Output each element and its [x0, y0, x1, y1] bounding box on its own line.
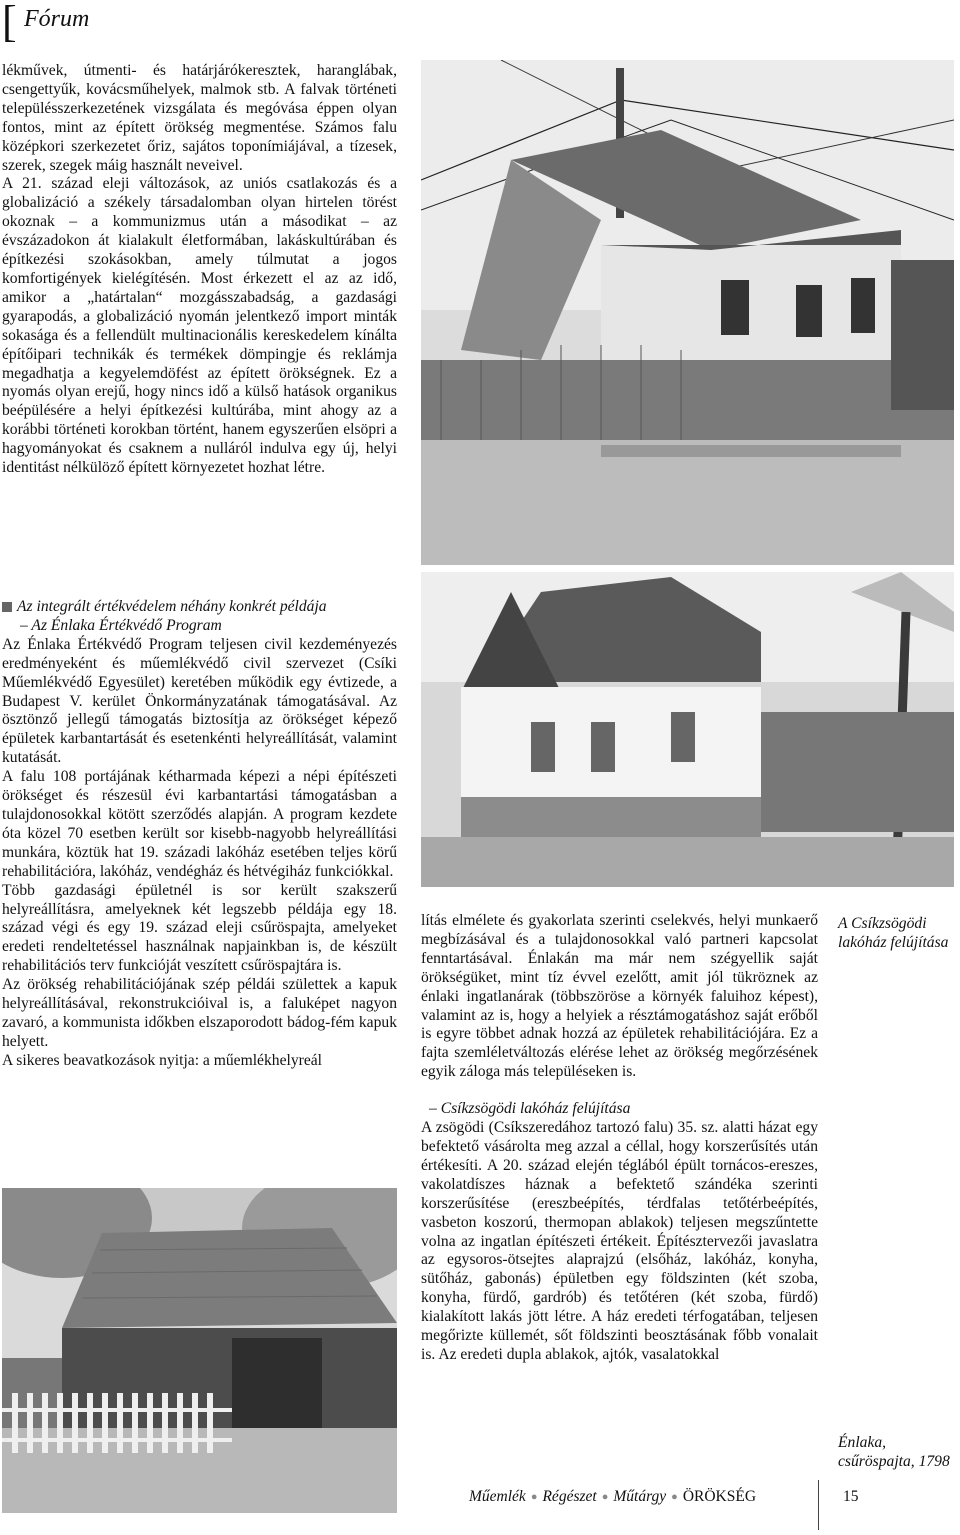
left-column-top — [2, 62, 397, 478]
paragraph: lékművek, útmenti- és határjárókeresztek, haranglábak, csengettyűk, kovácsműhelyek, malmok stb. A falvak történeti településszerkezetének vizsgálata és megóvása éppen olyan fontos, mint az épített örökség megmentése. Számos falu középkori szerkezetet őriz, sajátos toponímiájával, a tízesek, szerek, szegek máig használt neveivel. — [2, 62, 397, 174]
paragraph: A falu 108 portájának kétharmada képezi a népi építészeti örökséget és részesül évi karbantartási támogatásban a tulajdonosokkal kötött szerződés alapján. A program kezdete óta közel 70 esetben került sor kisebb-nagyobb helyreállítási munkára, köztük hat 19. századi lakóház esetében teljes körű rehabilitációra, lakóház, vendégház és hétvégiház funkciókkal. — [2, 768, 397, 880]
photo-house-before — [421, 60, 954, 565]
section-bracket: [ — [2, 0, 17, 46]
caption-renovated-house: A Csíkzsögödi lakóház felújítása — [838, 915, 949, 951]
subsection-subheading: – Az Énlaka Értékvédő Program — [20, 616, 222, 634]
paragraph: A zsögödi (Csíkszeredához tartozó falu) 35. sz. alatti házat egy befektető vásárolta meg azzal a céllal, hogy korszerűsítés után értékesíti. A 20. század elején téglából épült tornácos-ereszes, vakolatdíszes háznak a befektető szándéka szerinti korszerűsítése (ereszbeépítés, térdfalas tetőtérbeépítés, vasbeton koszorú, thermopan ablakok) teljesen megszűntette volna az ingatlan építészeti értékeit. Építésztervezői javaslatra az egysoros-ötsejtes alaprajzú (elsőház, lakóház, konyha, sütőház, gabonás) épületben egy földszinten (két szoba, konyha, fürdő, gardrób) és tetőtéren (két szoba, fürdő) kialakított lakás jött létre. A ház eredeti térfogatában, teljesen megőrizte küllemét, sőt földszinti beosztásának főbb vonalait is. Az eredeti dupla ablakok, ajtók, vasalatokkal — [421, 1119, 818, 1363]
footer-word: Régészet — [542, 1488, 597, 1505]
middle-column — [421, 912, 818, 1365]
caption-barn: Énlaka, csűröspajta, 1798 — [838, 1434, 950, 1470]
footer-divider — [818, 1480, 819, 1530]
bullet-dot-icon: ● — [530, 1491, 538, 1504]
paragraph: A sikeres beavatkozások nyitja: a műemlékhelyreál — [2, 1051, 322, 1069]
subsection-heading: – Csíkzsögödi lakóház felújítása — [429, 1100, 631, 1118]
left-column-bottom — [2, 598, 397, 1071]
square-bullet-icon — [2, 602, 12, 612]
bullet-dot-icon: ● — [601, 1491, 609, 1504]
paragraph: Az örökség rehabilitációjának szép példái születtek a kapuk helyreállításával, rekonstrukcióival is, a faluképet nagyon zavaró, a kommunista időkben elszaporodott bádog-fém kapuk helyett. — [2, 976, 397, 1050]
footer-word: Műemlék — [469, 1488, 526, 1505]
paragraph: lítás elmélete és gyakorlata szerinti cselekvés, helyi munkaerő megbízásával és a tulajdonosokkal való partneri kapcsolat fenntartásával. Énlakán ma már nem szégyellik saját örökségüket, mint tíz évvel ezelőtt, amit jól tükröznek az énlaki ingatlanárak (többszöröse a környék faluihoz képest), valamint az is, hogy a helyiek a résztámogatáshoz saját erőből is egyre többet adnak hozzá az épületek rehabilitációjára. Ez a fajta szemléletváltozás elérése lehet az örökség megőrzésének egyik záloga más településeken is. — [421, 912, 818, 1081]
section-title: Fórum — [24, 6, 90, 32]
footer-word: Műtárgy — [613, 1488, 667, 1505]
bullet-dot-icon: ● — [671, 1491, 678, 1504]
footer-series — [469, 1488, 756, 1506]
photo-barn — [2, 1188, 397, 1513]
photo-house-renovated — [421, 572, 954, 887]
paragraph: Az Énlaka Értékvédő Program teljesen civil kezdeményezés eredményeként és műemlékvédő civil szervezet (Csíki Műemlékvédő Egyesület) keretében működik egy évtizede, a Budapest V. kerület Önkormányzatának támogatásával. Az ösztönző jellegű támogatás biztosítja az örökséget képező épületek karbantartását és esetenkénti helyreállítását, valamint kutatását. — [2, 635, 397, 767]
paragraph: Több gazdasági épületnél is sor került szakszerű helyreállításra, amelyeknek két legszebb példája egy 18. század végi és egy 19. század eleji csűröspajta, amelyeket eredeti rendeltetéssel használnak napjainkban is, de készült rehabilitációs terv funkcióját veszített csűröspajtára is. — [2, 881, 397, 975]
page-number: 15 — [843, 1488, 859, 1505]
paragraph: A 21. század eleji változások, az uniós csatlakozás és a globalizáció a székely társadalomban olyan hirtelen törést okoznak – a kommunizmus után a másodikat – az évszázadokon át kialakult életformában, lakáskultúrában és építkezési szokásokban, amely túlmutat a jogos komfortigények kielégítésén. Most érkezett el az az idő, amikor a „határtalan“ mozgásszabadság, a gazdasági gyarapodás, a globalizáció nyomán jelentkező import minták sokasága és a fellendült multinacionális kereskedelem kínálta építőipari technikák és termékek dömpingje és reklámja megadhatja a kegyelemdöfést az épített örökségnek. Ez a nyomás olyan erejű, hogy nincs idő a külső hatások organikus beépülésére a helyi építkezési kultúrába, mint ahogy az a korábbi történeti korokban történt, hanem egyszerűen elsöpri a hagyományokat és csaknem a nulláról indulva egy új, helyi identitást nélkülöző épített környezetet hozhat létre. — [2, 175, 397, 477]
footer-word: ÖRÖKSÉG — [682, 1488, 757, 1505]
subsection-heading: Az integrált értékvédelem néhány konkrét példája — [2, 598, 397, 617]
